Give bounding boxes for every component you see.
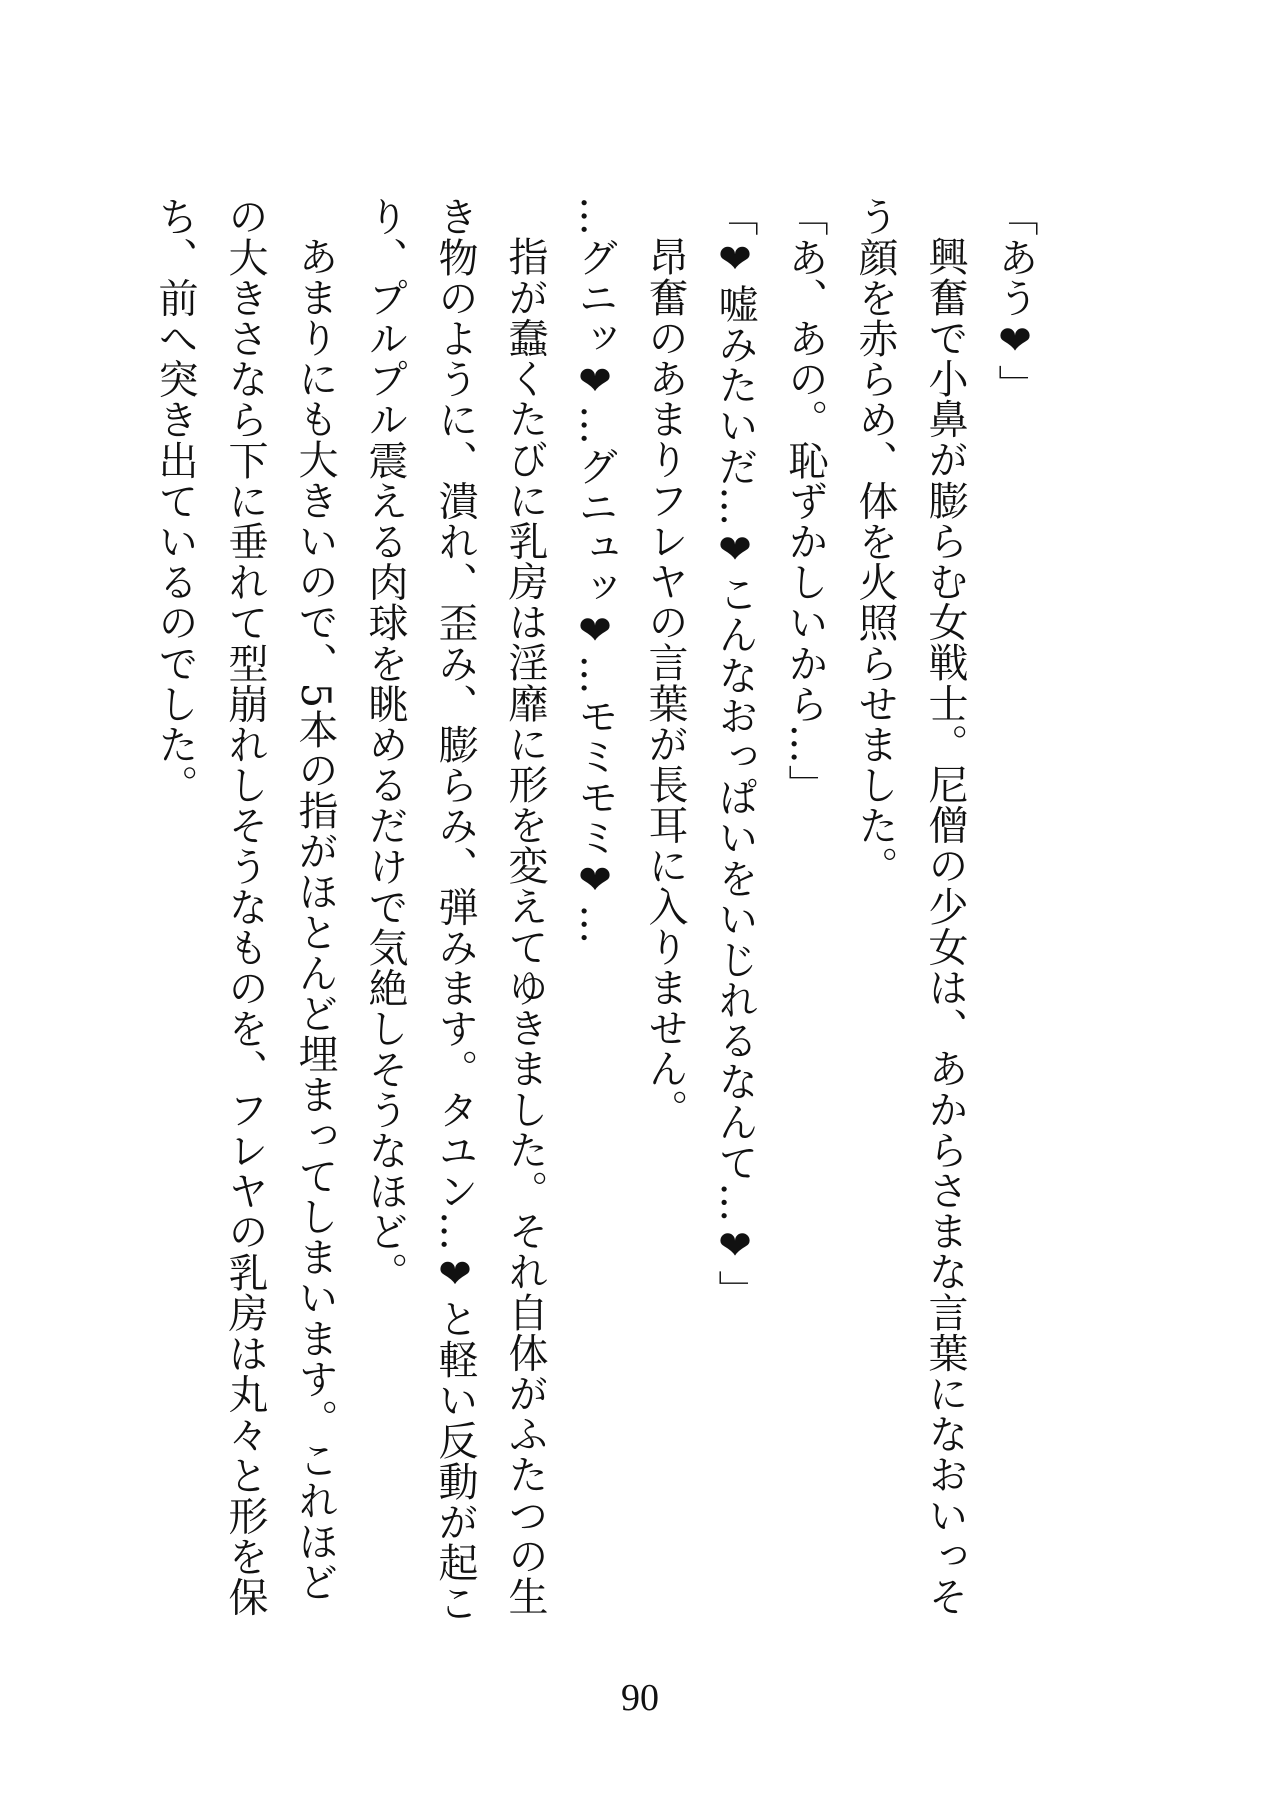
dialogue-line: 「あう❤」 <box>992 196 1038 405</box>
page-number: 90 <box>621 1677 659 1719</box>
dialogue-line: 「あ、あの。恥ずかしいから…」 <box>782 196 828 805</box>
narration-paragraph: あまりにも大きいので、5本の指がほとんど埋まってしまいます。これほどの大きさなら下に垂れて型崩れしそうなものを、フレヤの乳房は丸々と形を保ち、前へ突き出ているのでした。 <box>152 196 338 1617</box>
sound-effect-line: …グニッ❤…グニュッ❤…モミモミ❤… <box>572 196 618 945</box>
narration-paragraph: 興奮で小鼻が膨らむ女戦士。尼僧の少女は、あからさまな言葉になおいっそう顔を赤らめ、体を火照らせました。 <box>852 196 968 1617</box>
narration-paragraph: 指が蠢くたびに乳房は淫靡に形を変えてゆきました。それ自体がふたつの生き物のように、潰れ、歪み、膨らみ、弾みます。タユン…❤と軽い反動が起こり、プルプル震える肉球を眺めるだけで気絶しそうなほど。 <box>362 196 548 1623</box>
body-text <box>152 196 1050 1636</box>
narration-paragraph: 昂奮のあまりフレヤの言葉が長耳に入りません。 <box>642 236 688 1130</box>
dialogue-line: 「❤嘘みたいだ…❤こんなおっぱいをいじれるなんて…❤」 <box>712 196 758 1311</box>
